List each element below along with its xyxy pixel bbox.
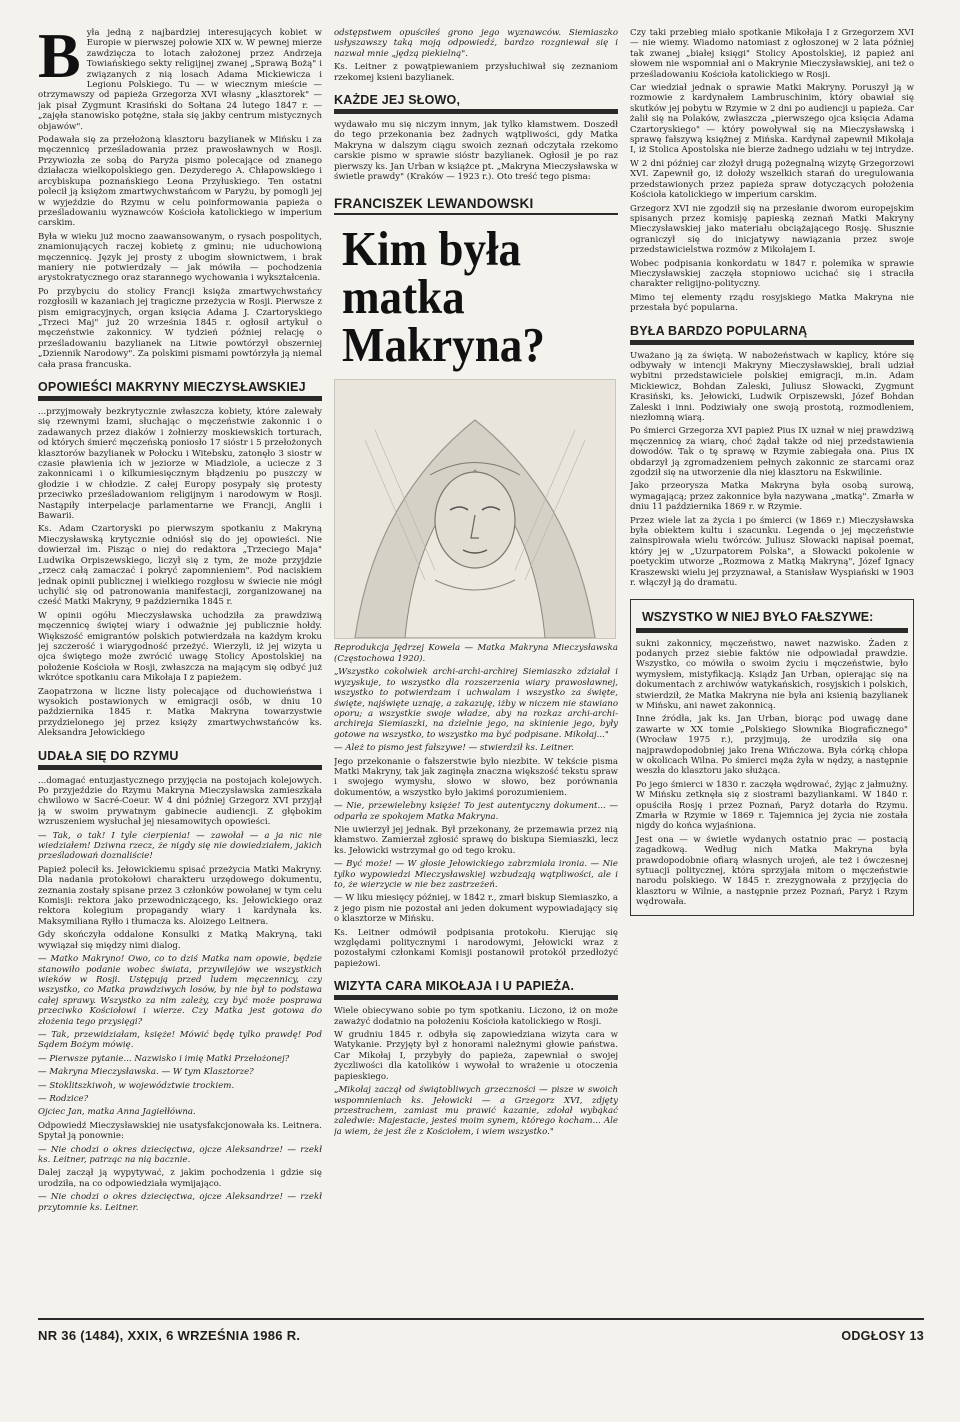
section-rule bbox=[38, 396, 322, 401]
paragraph: Jest ona — w świetle wydanych ostatnio prac — postacią zagadkową. Według nich Matka Makryna była prawdopodobnie ofiarą własnych urojeń, ale też i ówczesnej sytuacji politycznej, która sprzyjała mitom o męczeństwie narodu polskiego. W 1845 r. zrezygnowała z przyjęcia do klasztoru w Wilnie, a następnie przez Poznań, Paryż i Rzym wędrowała. bbox=[636, 834, 908, 908]
dialogue: — Pierwsze pytanie... Nazwisko i imię Matki Przełożonej? bbox=[38, 1053, 290, 1064]
section-rule bbox=[334, 109, 618, 114]
paragraph: Inne źródła, jak ks. Jan Urban, biorąc pod uwagę dane zawarte w XX tomie „Polskiego Słownika Biograficznego" (Wrocław 1975 r.), przyjmują, że urodziła się ona najprawdopodobniej jako Irena Wińczowa. Była córką chłopa w okolicach Wilna. Po śmierci męża żyła w nędzy, a następnie weszła do klasztoru jako służąca. bbox=[636, 714, 908, 777]
paragraph: Jako przeorysza Matka Makryna była osobą surową, wymagającą; przez zakonnice była nazywana „matką". Zmarła w dniu 11 października 1869 r. w Rzymie. bbox=[630, 481, 914, 513]
dialogue: Ojciec Jan, matka Anna Jagiełłówna. bbox=[38, 1107, 196, 1118]
section-heading-udala: UDAŁA SIĘ DO RZYMU bbox=[38, 748, 179, 763]
paragraph: wydawało mu się niczym innym, jak tylko kłamstwem. Doszedł do tego przekonania bez żadnych wątpliwości, gdy Matka Makryna w dalszym ciągu swoich zeznań odczytała rzekomo carskie pismo w sprawie sióstr bazylianek. Ogłosił je po raz pierwszy ks. Jan Urban w książce pt. „Makryna Mieczysławska w świetle prawdy" (Kraków — 1923 r.). Oto treść tego pisma: bbox=[334, 120, 618, 183]
publication-page-number: ODGŁOSY 13 bbox=[841, 1328, 924, 1343]
author-byline: FRANCISZEK LEWANDOWSKI bbox=[334, 196, 534, 212]
paragraph: W 2 dni później car złożył drugą pożegnalną wizytę Grzegorzowi XVI. Zapewnił go, iż dołoży wszelkich starań do uregulowania przedstawionych przez papieża spraw dotyczących położenia Kościoła katolickiego w imperium carskim. bbox=[630, 158, 914, 201]
column-middle bbox=[334, 28, 618, 1216]
dialogue: — Rodzice? bbox=[38, 1093, 89, 1104]
byline-rule bbox=[334, 213, 618, 215]
dialogue: — Matko Makryno! Owo, co to dziś Matka nam opowie, będzie stanowiło podanie wobec świata, przywilejów we wszystkich wieków w Rosji. Ustępują przed ludem męczennicy, czy wszystko, co Matka prawdziwych losów, by nie był to podstawa całej sprawy. Wszystko za nim zależy, czy być może posprawa przeciwko Kościołowi i wierze. Czy Matka jest gotowa do złożenia tego przysięgi? bbox=[38, 954, 322, 1027]
paragraph: Odpowiedź Mieczysławskiej nie usatysfakcjonowała ks. Leitnera. Spytał ją ponownie: bbox=[38, 1120, 322, 1142]
paragraph: Ks. Adam Czartoryski po pierwszym spotkaniu z Makryną Mieczysławską krytycznie odniósł się do jej opowieści. Nie dowierzał im. Pisząc o niej do redaktora „Trzeciego Maja" Ludwika Orpiszewskiego, liczył się z tym, że może przyjdzie „rzecz całą zamaczać i pokryć zapomnieniem". Pod naciskiem jednak opinii publicznej i wielkiego rozgłosu w świecie nie mógł uchylić się od patronowania manifestacji, zorganizowanej na cześć Matki Makryny, 9 października 1845 r. bbox=[38, 524, 322, 608]
section-heading-kazde: KAŻDE JEJ SŁOWO, bbox=[334, 93, 461, 108]
paragraph: Wiele obiecywano sobie po tym spotkaniu. Liczono, iż on może zaważyć dodatnio na położeniu Kościoła katolickiego w Rosji. bbox=[334, 1006, 618, 1027]
paragraph: Podawała się za przełożoną klasztoru bazylianek w Mińsku i za męczennicę prześladowania przez prawosławnych w Rosji. Przywiozła ze sobą do Paryża pismo polecające od znanego działacza wielkopolskiego gen. Dezyderego A. Chłapowskiego i arcybiskupa poznańskiego Leona Przyłuskiego. Ten ostatni polecił ją księżom zmartwychwstańcom w Paryżu, by pomogli jej w wyjeździe do Rzymu w celu poinformowania papieża o prześladowaniu wyznawców Kościoła katolickiego w imperium carskim. bbox=[38, 135, 322, 229]
quote: „Mikołaj zaczął od świątobliwych grzeczności — pisze w swoich wspomnieniach ks. Jełowicki — a Grzegorz XVI, zdjęty przestrachem, zamiast mu prawić kazanie, zdołał wybąkać zaledwie: Majestacie, jesteś moim synem, którego kocham... Ale ja wiem, że jest źle z Kościołem, i wiem wszystko." bbox=[334, 1085, 618, 1137]
paragraph: W opinii ogółu Mieczysławska uchodziła za prawdziwą męczennicę świętej wiary i odważnie jej publicznie hołdy. Większość emigrantów polskich potwierdzała na każdym kroku jej szczerość i wiarygodność przeżyć. Wierzyli, iż jej wizyta u ojca świętego może zwrócić uwagę Stolicy Apostolskiej na położenie Kościoła w Rosji, zwłaszcza na mającym się odbyć już wkrótce spotkaniu cara Mikołaja I z papieżem. bbox=[38, 610, 322, 684]
column-right bbox=[630, 28, 914, 1216]
paragraph: Nie uwierzył jej jednak. Był przekonany, że przemawia przez nią kłamstwo. Zamierzał zgłosić sprawę do biskupa Siemiaszki, lecz ks. Jełowicki wstrzymał go od tego kroku. bbox=[334, 824, 618, 856]
paragraph: ...przyjmowały bezkrytycznie zwłaszcza kobiety, które zalewały się rzewnymi łzami, słuchając o męczeństwie zakonnic i o zadawanych przez diaków i żołnierzy moskiewskich torturach, od których śmierć męczeńską poniosło 17 sióstr i 5 przełożonych klasztorów bazylianek w Połocku i Witebsku, zatonęło 3 siostr w czasie pławienia ich w jeziorze w Miadziole, a uciecze z 3 zakonnicami i o kilkumiesięcznym błądzeniu po puszczy w głodzie i w chłodzie. Z całej Europy posypały się protesty przeciwko prześladowaniom religijnym i narodowym w Rosji. Nastąpiły interpelacje parlamentarne we Francji, Anglii i Bawarii. bbox=[38, 407, 322, 522]
image-caption: Reprodukcja Jędrzej Kowela — Matka Makryna Mieczysławska (Częstochowa 1920). bbox=[334, 643, 618, 664]
paragraph: Po jego śmierci w 1830 r. zaczęła wędrować, żyjąc z jałmużny. W Mińsku zetknęła się z siostrami bazyliankami. W 1840 r. opuściła Rosję i przez Poznań, Paryż dotarła do Rzymu. Zmarła w Rzymie w 1869 r. Tajemnica jej życia nie została nigdy do końca wyjaśniona. bbox=[636, 779, 908, 832]
quote: „Wszystko cokolwiek archi-archi-archirej Siemiaszko zdziałał i wyzyskuje, to wszystko dla rozszerzenia wiary prawosławnej, wszystko to potwierdzam i uchwalam i wszystko za święte, święte, najświęte uznaję, a zakazuję, iżby w niczem nie stawiano oporu; a wszystkie swoje władze, aby na rozkaz archi-archi-archireja Siemiaszki, na dzielnie jego, na skinienie jego, były gotowe na wszystko, to wszystko ma być podpisane. Mikołaj..." bbox=[334, 667, 618, 740]
paragraph: sukni zakonnicy, męczeństwo, nawet nazwisko. Żaden z podanych przez siebie faktów nie odpowiadał prawdzie. Wszystko, co mówiła o swoim życiu i męczeństwie, było wymysłem, mistyfikacją. Ksiądz Jan Urban, opierając się na dokumentach z archiwów watykańskich, rosyjskich i polskich, stwierdził, że Matka Makryna nie była ani ksienią bazylianek w Mińsku, ani nawet zakonnicą. bbox=[636, 638, 908, 711]
paragraph: W grudniu 1845 r. odbyła się zapowiedziana wizyta cara w Watykanie. Przyjęty był z honorami należnymi głowie państwa. Car Mikołaj I, przybyły do papieża, zapewniał o swojej życzliwości dla katolików i wywołał to wrażenie u otoczenia papieskiego. bbox=[334, 1030, 618, 1082]
dialogue: — Nie chodzi o okres dziecięctwa, ojcze Aleksandrze! — rzekł ks. Leitner, patrząc na nią bacznie. bbox=[38, 1144, 322, 1165]
section-heading-wizyta: WIZYTA CARA MIKOŁAJA I U PAPIEŻA. bbox=[334, 979, 575, 994]
dialogue: — Tak, przewidziałam, księże! Mówić będę tylko prawdę! Pod Sądem Bożym mówię. bbox=[38, 1029, 322, 1051]
paragraph: odstępstwem opuściłeś grono jego wyznawców. Siemiaszko usłyszawszy taką moją odpowiedź, bardzo rozgniewał się i nazwał mnie „jędzą piekielną". bbox=[334, 28, 618, 59]
paragraph: Jego przekonanie o fałszerstwie było niezbite. W tekście pisma Matki Makryny, tak jak zaginęła znaczna większość tekstu spraw i swojego wymysłu, słowo w słowo, bez porównania dokumentów, a wszystko było jakimś porozumieniem. bbox=[334, 756, 618, 798]
dialogue: — Nie, przewielebny księże! To jest autentyczny dokument... — odparła ze spokojem Matka Makryna. bbox=[334, 801, 618, 822]
drop-cap: B bbox=[38, 28, 81, 91]
article-headline: Kim była matka Makryna? bbox=[342, 221, 545, 373]
section-rule bbox=[630, 340, 914, 345]
section-heading-falszywe: WSZYSTKO W NIEJ BYŁO FAŁSZYWE: bbox=[642, 609, 874, 624]
section-rule bbox=[334, 995, 618, 1000]
section-heading-popularna: BYŁA BARDZO POPULARNĄ bbox=[630, 323, 808, 338]
issue-info: NR 36 (1484), XXIX, 6 WRZEŚNIA 1986 R. bbox=[38, 1328, 301, 1343]
dialogue: — Być może! — W głosie Jełowickiego zabrzmiała ironia. — Nie tylko wypowiedzi Mieczysławskiej wzbudzają wątpliwości, ale i to, że wierzycie w nie bez zastrzeżeń. bbox=[334, 859, 618, 890]
dialogue: — Stoklitszkiwoh, w województwie trockiem. bbox=[38, 1080, 235, 1091]
paragraph: Gdy skończyła oddalone Konsulki z Matką Makryną, taki wywiązał się między nimi dialog. bbox=[38, 930, 322, 951]
paragraph: Zaopatrzona w liczne listy polecające od duchowieństwa i wysokich postawionych w emigracji osób, w dniu 10 października 1845 r. Matka Makryna towarzystwie przydzielonego jej przez księży zmartwychwstańców ks. Aleksandra Jełowickiego bbox=[38, 686, 322, 739]
paragraph: ...domagać entuzjastycznego przyjęcia na postojach kolejowych. Po przyjeździe do Rzymu Makryna Mieczysławska zamieszkała chwilowo w Sacré-Coeur. W 4 dni później Grzegorz XVI przyjął ją w swoim prywatnym gabinecie audiencji. Z głębokim wzruszeniem wysłuchał jej niesamowitych opowieści. bbox=[38, 775, 322, 828]
paragraph: Papież polecił ks. Jełowickiemu spisać przeżycia Matki Makryny. Dla nadania protokołowi charakteru urzędowego dokumentu, zeznania zostały spisane przez 3 członków powołanej w tym celu Komisji: rektora jako przewodniczącego, ks. Jełowickiego oraz rektora kolegium propagandy wiary i kardynała ks. Maksymiliana Ryłło i tłumacza ks. Aloizego Leitnera. bbox=[38, 864, 322, 927]
section-heading-opowiesci: OPOWIEŚCI MAKRYNY MIECZYSŁAWSKIEJ bbox=[38, 380, 306, 394]
paragraph: Dalej zaczął ją wypytywać, z jakim pochodzenia i gdzie się urodziła, na co odpowiedziała wymijająco. bbox=[38, 1168, 322, 1189]
boxed-section bbox=[630, 599, 914, 916]
paragraph: Ks. Leitner z powątpiewaniem przysłuchiwał się zeznaniom rzekomej ksieni bazylianek. bbox=[334, 62, 618, 83]
paragraph: Wobec podpisania konkordatu w 1847 r. polemika w sprawie Mieczysławskiej zaczęła stopniowo ucichać się i straciła charakter religijno-polityczny. bbox=[630, 258, 914, 290]
paragraph: Uważano ją za świętą. W nabożeństwach w kaplicy, które się odbywały w intencji Makryny Mieczysławskiej, brali udział wybitni przedstawiciele polskiej emigracji, m.in. Adam Mickiewicz, Bohdan Zaleski, Juliusz Słowacki, Zygmunt Krasiński, ks. Jełowicki, Ludwik Orpiszewski, Józef Bohdan Zaleski i inni. Podziwiały one swoją prostotą, rozmodleniem, niezłomną wiarą. bbox=[630, 350, 914, 423]
paragraph: Mimo tej elementy rządu rosyjskiego Matka Makryna nie przestała być popularna. bbox=[630, 292, 914, 314]
dialogue: — Nie chodzi o okres dziecięctwa, ojcze Aleksandrze! — rzekł przytomnie ks. Leitner. bbox=[38, 1192, 322, 1213]
paragraph: Grzegorz XVI nie zgodził się na przesłanie dworom europejskim spisanych przez komisję papieską zeznań Matki Makryny Mieczysławskiej jako materiału obciążającego Rosję. Słusznie ograniczył się do inicjatywy nawiązania przez swoje przedstawicielstwa rozmów z Mikołajem I. bbox=[630, 203, 914, 256]
paragraph: Po przybyciu do stolicy Francji księża zmartwychwstańcy rozgłosili w kazaniach jej tragiczne przeżycia w Rosji. Pierwsze z pism emigracyjnych, organ księcia Adama J. Czartoryskiego „Trzeci Maj" już 20 września 1845 r. ogłosił artykuł o męczeństwie zakonnicy. W tydzień później relację o prześladowaniu bazylianek na Litwie powtórzył obszerniej „Dziennik Narodowy". Za polskimi pismami powtórzyła ją niemal cała prasa francuska. bbox=[38, 286, 322, 370]
section-rule bbox=[38, 765, 322, 770]
paragraph: Była w wieku już mocno zaawansowanym, o rysach pospolitych, znamionujących raczej kobietę z gminu; nie uduchowioną męczennicę. Język jej prosty z ubogim słownictwem, i brak maniery nie potwierdzały — jak mówiła — pochodzenia arystokratycznego oraz starannego wychowania i wykształcenia. bbox=[38, 231, 322, 284]
column-left bbox=[38, 28, 322, 1216]
paragraph: — W liku miesięcy później, w 1842 r., zmarł biskup Siemiaszko, a z jego pism nie pozostał ani jeden dokument wypowiadający się o klasztorze w Mińsku. bbox=[334, 893, 618, 925]
footer-rule bbox=[38, 1318, 924, 1320]
section-rule bbox=[636, 628, 908, 633]
paragraph: Przez wiele lat za życia i po śmierci (w 1869 r.) Mieczysławska była obiektem kultu i szacunku. Legenda o jej męczeństwie zainspirowała wielu twórców. Juliusz Słowacki napisał poemat, który jej w „Uzurpatorem Polska", a Słowacki pokolenie w poetyckim utworze „Rozmowa z Matką Makryną", Józef Ignacy Kraszewski wielu jej przyznawał, a Stanisław Wyspiański w 1903 r. włączył ją do dramatu. bbox=[630, 515, 914, 589]
dialogue: — Makryna Mieczysławska. — W tym Klasztorze? bbox=[38, 1067, 254, 1078]
intro-paragraph: Była jedną z najbardziej interesujących kobiet w Europie w pierwszej połowie XIX w. W pewnej mierze zawdzięcza to lotach założonej przez Andrzeja Towiańskiego sekty religijnej zwanej „Sprawą Bożą" i związanych z nią losach Adama Mickiewicza i Legionu Polskiego. Tu — w wiecznym mieście — otrzymawszy od papieża Grzegorza XVI własny „klasztorek" — jak pisał Zygmunt Krasiński do Sołtana 24 lutego 1847 r. — „zajęła stanowisko potężne, stała się jakby centrum mistycznych objawów". bbox=[38, 28, 322, 132]
paragraph: Czy taki przebieg miało spotkanie Mikołaja I z Grzegorzem XVI — nie wiemy. Wiadomo natomiast z ogłoszonej w 2 lata później tak zwanej „białej księgi" Stolicy Apostolskiej, iż papież ani słowem nie wspomniał ani o Makrynie Mieczysławskiej, ani też o prześladowaniu Kościoła katolickiego w Rosji. bbox=[630, 28, 914, 80]
dialogue: — Ależ to pismo jest fałszywe! — stwierdził ks. Leitner. bbox=[334, 743, 574, 754]
portrait-image bbox=[334, 379, 616, 639]
paragraph: Po śmierci Grzegorza XVI papież Pius IX uznał w niej prawdziwą męczennicę za wiarę, choć żądał także od niej przedstawienia dowodów. Tak o tę sprawę w Rzymie zabiegała ona. Pius IX obdarzył ją zgromadzeniem pełnych zakonnic ze starcami oraz zgodził się na utworzenie dla niej klasztoru na Eskwilinie. bbox=[630, 426, 914, 479]
nun-portrait-illustration bbox=[335, 380, 615, 638]
paragraph: Ks. Leitner odmówił podpisania protokołu. Kierując się względami politycznymi i narodowymi, Jełowicki wraz z pozostałymi członkami Komisji postanowił protokół przedłożyć papieżowi. bbox=[334, 927, 618, 969]
dialogue: — Tak, o tak! I tyle cierpienia! — zawołał — a ja nic nie wiedziałem! Dziwna rzecz, że nigdy się nie dowiedziałem, jakich prześladowań doznaliście! bbox=[38, 830, 322, 862]
paragraph: Car wiedział jednak o sprawie Matki Makryny. Poruszył ją w rozmowie z kardynałem Lambruschinim, który obawiał się skutków jej pobytu w Rzymie w 2 dni po audiencji u papieża. Car żalił się na Polaków, zwłaszcza „pierwszego ojca księcia Adama Czartoryskiego" — który powoływał się na Mieczysławską i sprawę fałszywą księżnej z Mińska. Kardynał zapewnił Mikołaja I, iż Stolica Apostolska nie bierze żadnego udziału w tej intrydze. bbox=[630, 83, 914, 156]
page-footer bbox=[38, 1328, 924, 1343]
